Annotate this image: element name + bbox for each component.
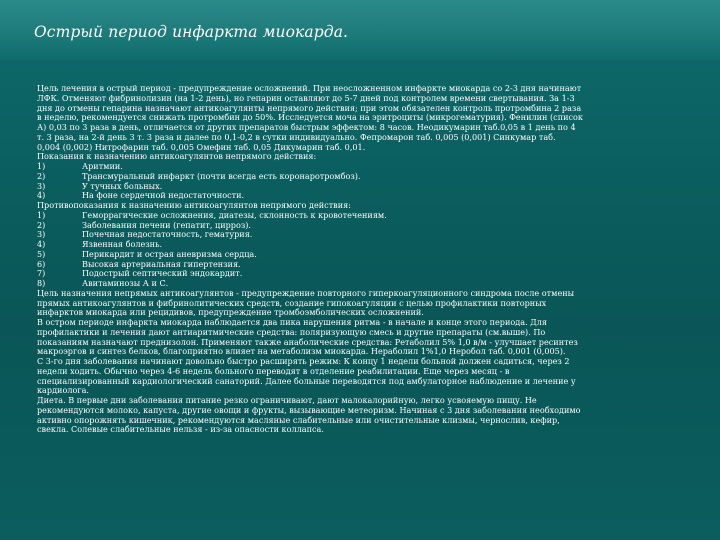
text-line: активно опорожнять кишечник, рекомендуются масляные слабительные или очистительные клизмы, чернослив, кефир, — [37, 415, 560, 425]
list-number: 3) — [37, 229, 46, 240]
slide-title: Острый период инфаркта миокарда. — [34, 23, 349, 41]
list-number: 1) — [37, 161, 46, 171]
list-item — [37, 182, 692, 192]
text-line: инфарктов миокарда или рецидивов, предупреждение тромбоэмболических осложнений. — [37, 308, 424, 318]
list-number: 5) — [37, 248, 46, 259]
text-line: кардиолога. — [37, 386, 89, 396]
text-line: дня до отмены гепарина назначают антикоагулянты непрямого действия; при этом обязателен контроль протромбина 2 раза — [37, 103, 582, 113]
text-line: С 3-го дня заболевания начинают довольно быстро расширять режим: К концу 1 недели больной должен садиться, через 2 — [37, 357, 570, 366]
list-item — [37, 260, 692, 270]
list-text: Перикардит и острая аневризма сердца. — [82, 249, 257, 259]
text-line: макроэргов и синтез белков, благоприятно влияет на метаболизм миокарда. Нераболил 1%1,0 Неробол таб. 0,001 (0,005). — [37, 347, 566, 357]
list-number: 2) — [37, 219, 46, 230]
indications-heading: Показания к назначению антикоагулянтов непрямого действия: — [37, 152, 317, 162]
list-item — [37, 221, 692, 231]
list-item — [37, 250, 692, 260]
text-line: показаниям назначают преднизолон. Применяют также анаболические средства: Ретаболил 5% 1,0 в/м - улучшает ресинтез — [37, 337, 578, 347]
list-text: У тучных больных. — [82, 181, 163, 191]
text-line: т. 3 раза, на 2-й день 3 т. 3 раза и далее по 0,1-0,2 в сутки индивидуально. Фепромарон таб. 0,005 (0,001) Синкумар таб. — [37, 132, 556, 142]
text-line: недели ходить. Обычно через 4-6 недель больного переводят в отделение реабилитации. Еще через месяц - в — [37, 366, 510, 376]
list-number: 3) — [37, 180, 46, 191]
list-number: 1) — [37, 209, 46, 220]
text-line: прямых антикоагулянтов и фибринолитических средств, создание гипокоагуляции с целью профилактики повторных — [37, 298, 547, 308]
list-item — [37, 172, 692, 182]
list-text: Почечная недостаточность, гематурия. — [82, 230, 253, 240]
text-line: В остром периоде инфаркта миокарда наблюдается два пика нарушения ритма - в начале и конце этого периода. Для — [37, 318, 548, 327]
list-text: Авитаминозы А и С. — [82, 279, 169, 288]
text-line: свекла. Солевые слабительные нельзя - из-за опасности коллапса. — [37, 425, 324, 435]
text-line: Диета. В первые дни заболевания питание резко ограничивают, дают малокалорийную, легко усвояемую пищу. Не — [37, 396, 537, 405]
list-item — [37, 279, 692, 289]
list-text: Заболевания печени (гепатит, цирроз). — [82, 220, 251, 230]
list-text: Аритмии. — [82, 162, 123, 171]
list-number: 4) — [37, 239, 46, 249]
text-line: 0,004 (0,002) Нитрофарин таб. 0,005 Омефин таб. 0,05 Дикумарин таб. 0,01. — [37, 142, 366, 152]
list-item — [37, 230, 692, 240]
list-text: На фоне сердечной недостаточности. — [82, 191, 245, 201]
text-line: профилактики и лечения дают антиаритмические средства: поляризующую смесь и другие препараты (см.выше). По — [37, 327, 546, 337]
text-line: рекомендуются молоко, капуста, другие овощи и фрукты, вызывающие метеоризм. Начиная с 3 дня заболевания необходимо — [37, 405, 581, 415]
text-line: ЛФК. Отменяют фибринолизин (на 1-2 день), но гепарин оставляют до 5-7 дней под контролем времени свертывания. За 1-3 — [37, 93, 575, 103]
list-text: Высокая артериальная гипертензия. — [82, 259, 241, 269]
list-number: 4) — [37, 190, 46, 201]
text-line: Цель назначения непрямых антикоагулянтов - предупреждение повторного гиперкоагуляционного синдрома после отмены — [37, 288, 575, 298]
list-item — [37, 211, 692, 221]
slide-body — [37, 84, 692, 524]
list-number: 2) — [37, 170, 46, 181]
text-line: А) 0,03 по 3 раза в день, отличается от других препаратов быстрым эффектом: 8 часов. Неодикумарин таб.0,05 в 1 день по 4 — [37, 123, 576, 132]
list-text: Трансмуральный инфаркт (почти всегда есть коронаротромбоз). — [82, 171, 361, 181]
text-line: специализированный кардиологический санаторий. Далее больные переводятся под амбулаторное наблюдение и лечение у — [37, 376, 576, 386]
contraindications-heading: Противопоказания к назначению антикоагулянтов непрямого действия: — [37, 201, 351, 210]
list-number: 6) — [37, 258, 46, 269]
list-number: 8) — [37, 278, 46, 288]
text-line: в неделю, рекомендуется снижать протромбин до 50%. Исследуется моча на эритроциты (микрогематурия). Фенилин (список — [37, 113, 583, 123]
list-item — [37, 162, 692, 172]
list-item — [37, 191, 692, 201]
list-text: Геморрагические осложнения, диатезы, склонность к кровотечениям. — [82, 210, 387, 220]
list-text: Язвенная болезнь. — [82, 240, 163, 249]
list-item — [37, 240, 692, 250]
list-item — [37, 269, 692, 279]
list-text: Подострый септический эндокардит. — [82, 269, 243, 279]
text-line: Цель лечения в острый период - предупреждение осложнений. При неосложненном инфаркте миокарда со 2-3 дня начинают — [37, 84, 582, 93]
list-number: 7) — [37, 268, 46, 279]
